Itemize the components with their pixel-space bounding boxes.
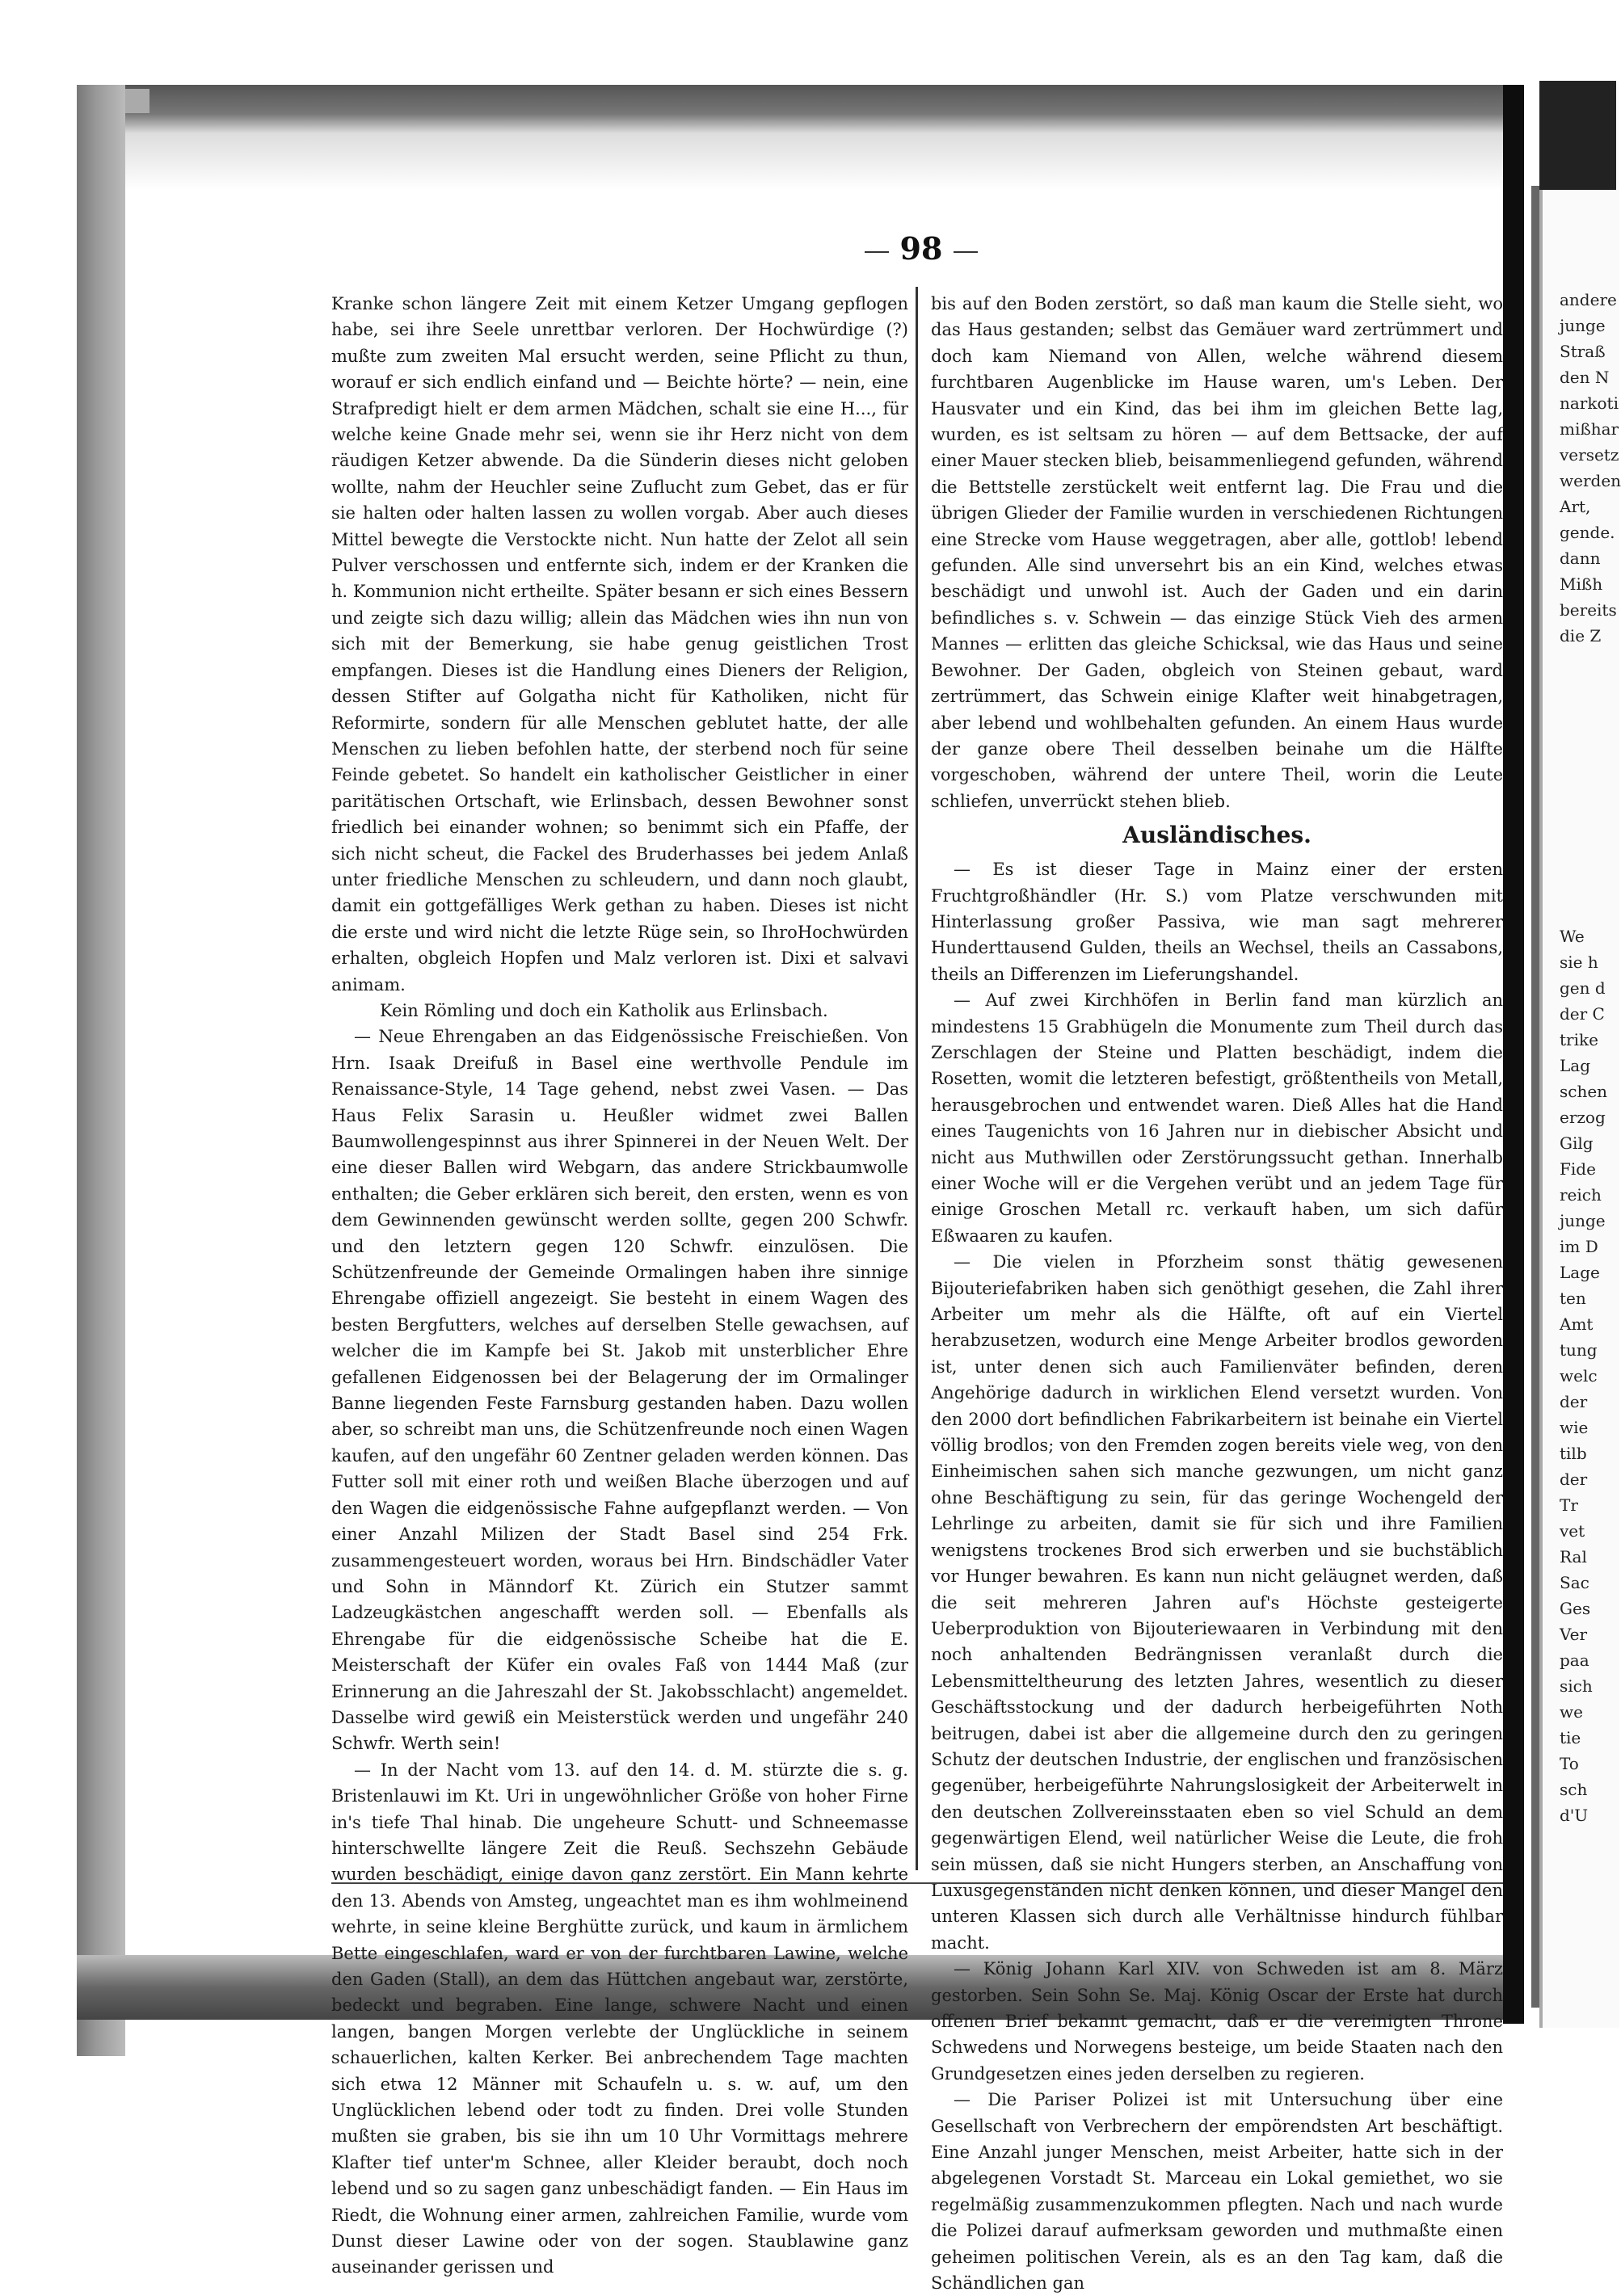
book-gutter-inner bbox=[1531, 186, 1539, 2008]
left-column bbox=[331, 291, 908, 2277]
adjacent-page-fragment: schen bbox=[1560, 1082, 1608, 1101]
adjacent-page-fragment: Ver bbox=[1560, 1625, 1588, 1644]
scan-shadow-top-fade bbox=[77, 133, 1503, 190]
article-paragraph: — Auf zwei Kirchhöfen in Berlin fand man kürzlich an mindestens 15 Grabhügeln die Monumente zum Theil durch das Zerschlagen der Steine und Platten beschädigt, indem die Rosetten, womit die letzteren befestigt, größtentheils von Metall, herausgebrochen und entwendet waren. Dieß Alles hat die Hand eines Taugenichts von 16 Jahren nur in diebischer Absicht und nicht aus Muthwillen oder Zerstörungssucht gethan. Innerhalb einer Woche will er die Vergehen verübt und an jedem Tage für einige Groschen Metall rc. verkauft haben, um sich dafür Eßwaaren zu kaufen. bbox=[931, 990, 1503, 1246]
adjacent-page-fragment: Straß bbox=[1560, 342, 1606, 361]
scan-margin-top bbox=[0, 0, 1616, 85]
adjacent-page-fragment: junge bbox=[1560, 316, 1606, 335]
adjacent-page-fragment: tie bbox=[1560, 1728, 1581, 1747]
article-paragraph: — Die Pariser Polizei ist mit Untersuchung über eine Gesellschaft von Verbrechern der empörendsten Art beschäftigt. Eine Anzahl junger Menschen, meist Arbeiter, hatte sich in der abgelegenen Vorstadt St. Marceau ein Lokal gemiethet, wo sie regelmäßig zusammenzukommen pflegten. Nach und nach wurde die Polizei darauf aufmerksam geworden und muthmaßte einen geheimen politischen Verein, als es an den Tag kam, daß die Schändlichen gan bbox=[931, 2090, 1503, 2294]
left-column-paragraph: Kranke schon längere Zeit mit einem Ketzer Umgang gepflogen habe, sei ihre Seele unrettbar verloren. Der Hochwürdige (?) mußte zum zweiten Mal ersucht werden, seine Pflicht zu thun, worauf er sich endlich einfand und — Beichte hörte? — nein, eine Strafpredigt hielt er dem armen Mädchen, schalt sie eine H..., für welche keine Gnade mehr sei, wenn sie ihr Herz nicht von dem räudigen Ketzer abwende. Da die Sünderin dieses nicht geloben wollte, nahm der Heuchler seine Zuflucht zum Gebet, das er für sie halten oder halten lassen zu wollen vorgab. Aber auch dieses Mittel bewegte die Verstockte nicht. Nun hatte der Zelot all sein Pulver verschossen und entfernte sich, indem er der Kranken die h. Kommunion nicht ertheilte. Später besann er sich eines Bessern und zeigte sich dazu willig; allein das Mädchen wies ihn nun von sich mit der Bemerkung, sie habe genug geistlichen Trost empfangen. Dieses ist die Handlung eines Dieners der Religion, dessen Stifter auf Golgatha nicht für Katholiken, nicht für Reformirte, sondern für alle Menschen geblutet hatte, der alle Menschen zu lieben befohlen hatte, der sterbend noch für seine Feinde gebetet. So handelt ein katholischer Geistlicher in einer paritätischen Ortschaft, wie Erlinsbach, dessen Bewohner sonst friedlich bei einander wohnen; so benimmt sich ein Pfaffe, der sich nicht scheut, die Fackel des Bruderhasses bei jedem Anlaß unter friedliche Menschen zu schleudern, und dann noch glaubt, damit ein gottgefälliges Werk gethan zu haben. Dieses ist nicht die erste und wird nicht die letzte Rüge sein, so IhroHochwürden erhalten, obgleich Hopfen und Malz verloren ist. Dixi et salvavi animam. bbox=[331, 294, 908, 995]
adjacent-page-fragment: den N bbox=[1560, 368, 1610, 387]
adjacent-page-shadow bbox=[1539, 81, 1616, 190]
adjacent-page-fragment: andere bbox=[1560, 290, 1617, 309]
left-column-paragraph: Kein Römling und doch ein Katholik aus Erlinsbach. bbox=[380, 1000, 828, 1020]
right-column-articles bbox=[931, 856, 1503, 2296]
adjacent-page-fragment: We bbox=[1560, 927, 1585, 946]
right-column-top-text bbox=[931, 291, 1503, 814]
scan-shadow-left bbox=[77, 85, 125, 2056]
adjacent-page-fragment: Fide bbox=[1560, 1159, 1596, 1179]
adjacent-page-fragment: Gilg bbox=[1560, 1133, 1594, 1153]
adjacent-page-fragment: werden bbox=[1560, 471, 1621, 490]
adjacent-page-fragment: Tr bbox=[1560, 1495, 1578, 1515]
adjacent-page-fragment: reich bbox=[1560, 1185, 1602, 1205]
left-column-paragraph: — In der Nacht vom 13. auf den 14. d. M. stürzte die s. g. Bristenlauwi im Kt. Uri in ungewöhnlicher Größe von hoher Firne in's tiefe Thal hinab. Die ungeheure Schutt- und Schneemasse hinterschwellte längere Zeit die Reuß. Sechszehn Gebäude wurden beschädigt, einige davon ganz zerstört. Ein Mann kehrte den 13. Abends von Amsteg, ungeachtet man es ihm wohlmeinend wehrte, in seine kleine Berghütte zurück, und kaum in ärmlichem Bette eingeschlafen, ward er von der furchtbaren Lawine, welche den Gaden (Stall), an dem das Hüttchen angebaut war, zerstörte, bedeckt und begraben. Eine lange, schwere Nacht und einen langen, bangen Morgen verlebte der Unglückliche in seinem schauerlichen, kalten Kerker. Bei anbrechendem Tage machten sich etwa 12 Männer mit Schaufeln u. s. w. auf, um den Unglücklichen lebend oder todt zu finden. Drei volle Stunden mußten sie graben, bis sie ihn um 10 Uhr Vormittags mehrere Klafter tief unter'm Schnee, aller Kleider beraubt, doch noch lebend und so zu sagen ganz unbeschädigt fanden. — Ein Haus im Riedt, die Wohnung einer armen, zahlreichen Familie, wurde vom Dunst dieser Lawine oder von der sogen. Staublawine ganz auseinander gerissen und bbox=[331, 1760, 908, 2277]
adjacent-page-fragment: d'U bbox=[1560, 1806, 1589, 1825]
adjacent-page-fragment: im D bbox=[1560, 1237, 1598, 1256]
adjacent-page-fragment: paa bbox=[1560, 1651, 1589, 1670]
adjacent-page-fragment: sich bbox=[1560, 1676, 1593, 1696]
adjacent-page-fragment: vet bbox=[1560, 1521, 1585, 1541]
adjacent-page-fragment: Amt bbox=[1560, 1314, 1594, 1334]
adjacent-page-fragment: Sac bbox=[1560, 1573, 1589, 1592]
adjacent-page-fragment: welc bbox=[1560, 1366, 1598, 1386]
adjacent-page-fragment: erzog bbox=[1560, 1108, 1606, 1127]
adjacent-page-fragment: Mißh bbox=[1560, 574, 1603, 594]
adjacent-page-fragment: versetz bbox=[1560, 445, 1619, 465]
article-paragraph: — Die vielen in Pforzheim sonst thätig gewesenen Bijouteriefabriken haben sich genöthigt gesehen, die Zahl ihrer Arbeiter um mehr als die Hälfte, oft auf ein Viertel herabzusetzen, wodurch eine Menge Arbeiter brodlos geworden ist, unter denen sich auch Familienväter befinden, deren Angehörige dadurch in wirklichen Elend versetzt wurden. Von den 2000 dort befindlichen Fabrikarbeitern ist beinahe ein Viertel völlig brodlos; von den Fremden zogen bereits viele weg, von den Einheimischen sahen sich manche gezwungen, um nicht ganz ohne Beschäftigung zu sein, für das geringe Wochengeld der Lehrlinge zu arbeiten, damit sie für sich und ihre Familien wenigstens trockenes Brod sich erwerben und sie buchstäblich vor Hunger bewahren. Es kann nun nicht geläugnet werden, daß die seit mehreren Jahren auf's Höchste gesteigerte Ueberproduktion von Bijouteriewaaren in Verbindung mit den noch anhaltenden Bedrängnissen veranlaßt durch die Lebensmitteltheurung des letzten Jahres, wesentlich zu dieser Geschäftsstockung und der dadurch herbeigeführten Noth beitrugen, dabei ist aber die allgemeine durch den zu geringen Schutz der deutschen Industrie, der englischen und französischen gegenüber, herbeigeführte Nahrungslosigkeit der Arbeiterwelt in den deutschen Zollvereinsstaaten eben so viel Schuld an dem gegenwärtigen Elend, weil natürlicher Weise die Leute, die froh sein müssen, daß sie nicht Hungers sterben, an Anschaffung von Luxusgegenständen nicht denken können, und dieser Mangel den unteren Klassen sich durch alle Verhältnisse hindurch fühlbar macht. bbox=[931, 1252, 1503, 1953]
adjacent-page-fragment: Lag bbox=[1560, 1056, 1591, 1075]
adjacent-page-fragment: wie bbox=[1560, 1418, 1589, 1437]
adjacent-page-fragment: mißhar bbox=[1560, 419, 1619, 439]
page-number: 98 bbox=[885, 230, 958, 267]
adjacent-page-fragment: ten bbox=[1560, 1289, 1586, 1308]
adjacent-page-fragment: gen d bbox=[1560, 978, 1606, 998]
adjacent-page-fragment: Art, bbox=[1560, 497, 1591, 516]
adjacent-page-fragment: die Z bbox=[1560, 626, 1602, 645]
adjacent-page-fragment: sie h bbox=[1560, 952, 1598, 972]
adjacent-page-fragment: tilb bbox=[1560, 1444, 1587, 1463]
book-gutter bbox=[1503, 85, 1524, 2024]
adjacent-page-fragment: Ral bbox=[1560, 1547, 1587, 1566]
adjacent-page-fragment: junge bbox=[1560, 1211, 1606, 1230]
right-column-paragraph: bis auf den Boden zerstört, so daß man kaum die Stelle sieht, wo das Haus gestanden; selbst das Gemäuer ward zertrümmert und doch kam Niemand von Allen, welche während diesem furchtbaren Augenblicke im Hause waren, um's Leben. Der Hausvater und ein Kind, das bei ihm im gleichen Bette lag, wurden, es ist seltsam zu hören — auf dem Bettsacke, der auf einer Mauer stecken blieb, beisammenliegend gefunden, während die Bettstelle zerstückelt weit entfernt lag. Die Frau und die übrigen Glieder der Familie wurden in verschiedenen Richtungen eine Strecke vom Hause weggetragen, aber alle, gottlob! lebend gefunden. Alle sind unversehrt bis an ein Kind, welches etwas beschädigt und unwohl ist. Auch der Gaden und ein darin befindliches s. v. Schwein — das einzige Stück Vieh des armen Mannes — erlitten das gleiche Schicksal, wie das Haus und seine Bewohner. Der Gaden, obgleich von Steinen gebaut, ward zertrümmert, das Schwein einige Klafter weit hinabgetragen, aber lebend und wohlbehalten gefunden. An einem Haus wurde der ganze obere Theil desselben beinahe um die Hälfte vorgeschoben, während der untere Theil, worin die Leute schliefen, unverrückt stehen blieb. bbox=[931, 294, 1503, 811]
adjacent-page-fragment: trike bbox=[1560, 1030, 1598, 1049]
adjacent-page-fragment: bereits bbox=[1560, 600, 1617, 620]
adjacent-page-fragment: tung bbox=[1560, 1340, 1598, 1360]
adjacent-page-text bbox=[1560, 287, 1621, 1862]
adjacent-page-fragment: To bbox=[1560, 1754, 1579, 1773]
article-paragraph: — Es ist dieser Tage in Mainz einer der ersten Fruchtgroßhändler (Hr. S.) vom Platze verschwunden mit Hinterlassung großer Passiva, wie man sagt mehrerer Hunderttausend Gulden, theils an Wechsel, theils an Cassabons, theils an Differenzen im Lieferungshandel. bbox=[931, 860, 1503, 984]
column-divider bbox=[916, 287, 918, 1870]
section-heading: Ausländisches. bbox=[1122, 822, 1312, 849]
article-paragraph: — König Johann Karl XIV. von Schweden ist am 8. März gestorben. Sein Sohn Se. Maj. König Oscar der Erste hat durch offenen Brief bekannt gemacht, daß er die vereinigten Throne Schwedens und Norwegens besteige, um beide Staaten nach den Grundgesetzen eines jeden derselben zu regieren. bbox=[931, 1959, 1503, 2084]
adjacent-page-fragment: narkoti bbox=[1560, 393, 1619, 413]
adjacent-page-fragment: Lage bbox=[1560, 1263, 1600, 1282]
right-column bbox=[931, 291, 1503, 2294]
adjacent-page-fragment: dann bbox=[1560, 549, 1601, 568]
adjacent-page-fragment: der bbox=[1560, 1470, 1588, 1489]
adjacent-page-fragment: Ges bbox=[1560, 1599, 1591, 1618]
adjacent-page-fragment: gende. bbox=[1560, 523, 1615, 542]
adjacent-page-fragment: der C bbox=[1560, 1004, 1605, 1024]
left-column-paragraph: — Neue Ehrengaben an das Eidgenössische Freischießen. Von Hrn. Isaak Dreifuß in Basel eine werthvolle Pendule im Renaissance-Style, 14 Tage gehend, nebst zwei Vasen. — Das Haus Felix Sarasin u. Heußler widmet zwei Ballen Baumwollengespinnst aus ihrer Spinnerei in der Neuen Welt. Der eine dieser Ballen wird Webgarn, das andere Strickbaumwolle enthalten; die Geber erklären sich bereit, den ersten, wenn es von dem Gewinnenden gewünscht werden sollte, gegen 200 Schwfr. und den letztern gegen 120 Schwfr. einzulösen. Die Schützenfreunde der Gemeinde Ormalingen haben ihre sinnige Ehrengabe offiziell angezeigt. Sie besteht in einem Wagen des besten Bergfutters, welches auf derselben Stelle gewachsen, auf welcher die im Kampfe bei St. Jakob mit unsterblicher Ehre gefallenen Eidgenossen bei der Belagerung der im Ormalinger Banne liegenden Feste Farnsburg gestanden haben. Dazu wollen aber, so schreibt man uns, die Schützenfreunde noch einen Wagen kaufen, auf den ungefähr 60 Zentner geladen werden können. Das Futter soll mit einer roth und weißen Blache überzogen und auf den Wagen die eidgenössische Fahne aufgepflanzt werden. — Von einer Anzahl Milizen der Stadt Basel sind 254 Frk. zusammengesteuert worden, woraus bei Hrn. Bindschädler Vater und Sohn in Männdorf Kt. Zürich ein Stutzer sammt Ladzeugkästchen angeschafft werden soll. — Ebenfalls als Ehrengabe für die eidgenössische Scheibe hat die E. Meisterschaft der Küfer ein ovales Faß von 1444 Maß (zur Erinnerung an die Jahreszahl der St. Jakobsschlacht) angemeldet. Dasselbe wird gewiß ein Meisterstück werden und ungefähr 240 Schwfr. Werth sein! bbox=[331, 1027, 908, 1754]
adjacent-page-fragment: sch bbox=[1560, 1780, 1588, 1799]
scan-shadow-top bbox=[77, 85, 1503, 133]
adjacent-page-fragment: we bbox=[1560, 1702, 1583, 1722]
adjacent-page-fragment: der bbox=[1560, 1392, 1588, 1411]
adjacent-page-gap bbox=[1560, 649, 1616, 923]
bottom-rule bbox=[331, 1882, 1503, 1884]
